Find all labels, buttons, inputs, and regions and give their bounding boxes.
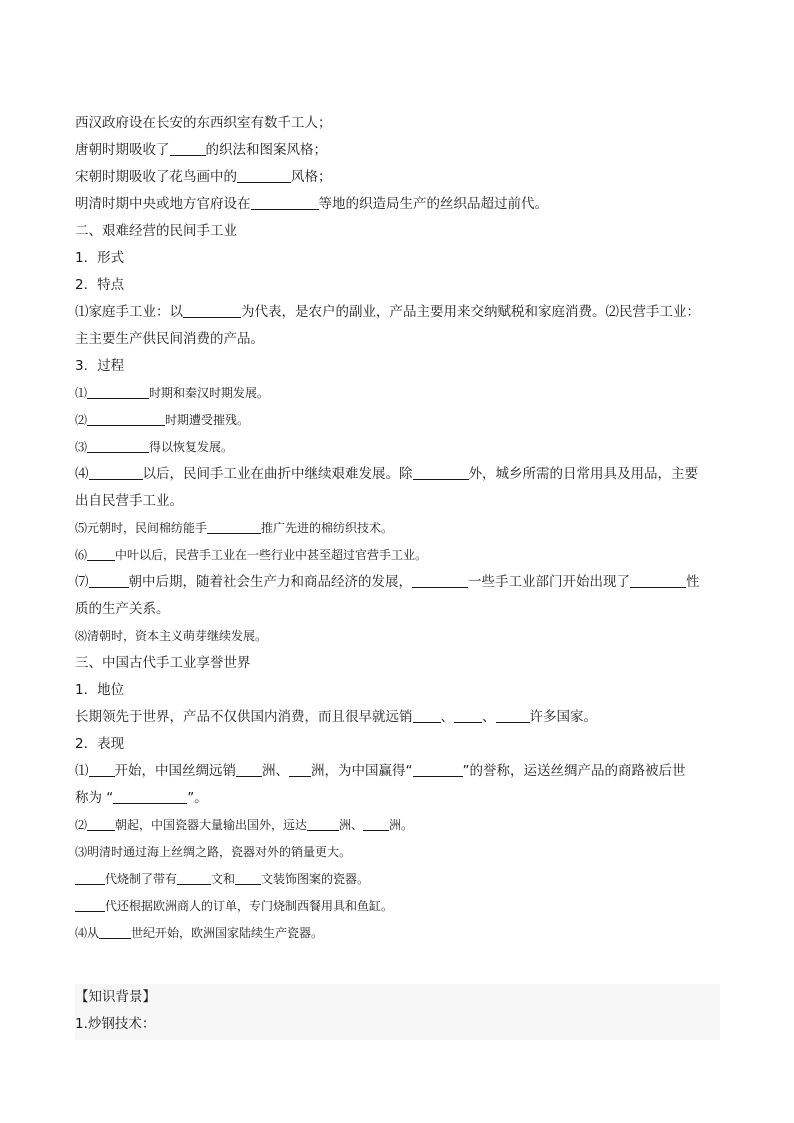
fill-blank	[87, 410, 165, 426]
fill-blank	[413, 464, 469, 480]
text-segment: 性	[686, 574, 700, 590]
text-line-16	[75, 515, 720, 542]
text-line-31	[75, 920, 720, 947]
fill-blank	[183, 302, 241, 318]
text-segment: 、	[440, 709, 454, 725]
text-line-6	[75, 245, 720, 272]
text-segment: 质的生产关系。	[75, 601, 170, 617]
text-segment: 朝起，中国瓷器大量输出国外，远达	[115, 818, 308, 832]
text-segment: 出自民营手工业。	[75, 493, 183, 509]
text-segment: ⑸元朝时，民间棉纺能手	[75, 521, 208, 535]
text-line-24	[75, 731, 720, 758]
text-segment: ⑵	[75, 413, 88, 427]
text-segment: ⑶明清时通过海上丝绸之路，瓷器对外的销量更大。	[75, 845, 352, 859]
text-line-25	[75, 758, 720, 785]
fill-blank	[454, 707, 482, 723]
text-line-1	[75, 110, 720, 137]
fill-blank	[363, 815, 389, 831]
text-segment: ⑴家庭手工业：以	[75, 304, 183, 320]
text-segment: 的织法和图案风格；	[205, 142, 327, 158]
fill-blank	[235, 869, 261, 885]
fill-blank	[496, 707, 530, 723]
text-segment: 洲。	[389, 818, 414, 832]
text-line-4	[75, 191, 720, 218]
fill-blank	[207, 518, 261, 534]
text-segment: 长期领先于世界，产品不仅供国内消费，而且很早就远销	[75, 709, 413, 725]
knowledge-background-box	[75, 984, 720, 1040]
text-line-5	[75, 218, 720, 245]
text-line-9	[75, 326, 720, 353]
text-segment: 主主要生产供民间消费的产品。	[75, 331, 264, 347]
fill-blank	[89, 761, 115, 777]
fill-blank	[75, 896, 105, 912]
text-segment: 中叶以后，民营手工业在一些行业中甚至超过官营手工业。	[115, 548, 428, 562]
text-segment: 2．特点	[75, 277, 125, 293]
text-segment: 1．地位	[75, 682, 125, 698]
text-segment: 称为 “	[75, 790, 114, 806]
text-line-14	[75, 461, 720, 488]
text-segment: ⑷	[75, 466, 89, 482]
text-segment: ⑹	[75, 548, 88, 562]
text-segment: ⑷从	[75, 926, 100, 940]
text-segment: 开始，中国丝绸远销	[114, 763, 236, 779]
fill-blank	[630, 572, 686, 588]
text-segment: 一些手工业部门开始出现了	[468, 574, 630, 590]
text-line-2	[75, 137, 720, 164]
text-segment: ⑴	[75, 763, 89, 779]
text-line-11	[75, 380, 720, 407]
text-segment: ”的誉称，运送丝绸产品的商路被后世	[462, 763, 686, 779]
text-segment: 时期遭受摧残。	[165, 413, 250, 427]
text-line-30	[75, 893, 720, 920]
fill-blank	[413, 707, 441, 723]
text-line-15	[75, 488, 720, 515]
fill-blank	[89, 572, 129, 588]
fill-blank	[99, 923, 131, 939]
text-line-18	[75, 569, 720, 596]
fill-blank	[87, 383, 149, 399]
text-line-8	[75, 299, 720, 326]
text-segment: 等地的织造局生产的丝织品超过前代。	[318, 196, 548, 212]
text-line-20	[75, 623, 720, 650]
text-line-13	[75, 434, 720, 461]
text-segment: 文和	[211, 872, 236, 886]
text-segment: 2．表现	[75, 736, 125, 752]
text-line-26	[75, 785, 720, 812]
text-segment: 洲，为中国赢得“	[311, 763, 413, 779]
text-segment: 代还根据欧洲商人的订单，专门烧制西餐用具和鱼缸。	[105, 899, 394, 913]
text-line-28	[75, 839, 720, 866]
text-line-7	[75, 272, 720, 299]
text-line-10	[75, 353, 720, 380]
text-segment: 明清时期中央或地方官府设在	[75, 196, 251, 212]
text-line-21	[75, 650, 720, 677]
text-line-27	[75, 812, 720, 839]
text-segment: 得以恢复发展。	[149, 440, 234, 454]
text-segment: 宋朝时期吸收了花鸟画中的	[75, 169, 237, 185]
text-segment: 以后，民间手工业在曲折中继续艰难发展。除	[142, 466, 413, 482]
text-segment: 世纪开始，欧洲国家陆续生产瓷器。	[131, 926, 324, 940]
text-segment: 时期和秦汉时期发展。	[149, 386, 270, 400]
fill-blank	[307, 815, 339, 831]
text-segment: 代烧制了带有	[105, 872, 178, 886]
text-segment: ⑴	[75, 386, 88, 400]
fill-blank	[251, 194, 319, 210]
text-segment: 推广先进的棉纺织技术。	[261, 521, 394, 535]
fill-blank	[89, 464, 143, 480]
document-body	[75, 110, 720, 947]
text-segment: 二、艰难经营的民间手工业	[75, 223, 237, 239]
text-line-3	[75, 164, 720, 191]
fill-blank	[75, 869, 105, 885]
fill-blank	[170, 140, 206, 156]
text-segment: 3．过程	[75, 358, 125, 374]
text-segment: ⑻清朝时，资本主义萌芽继续发展。	[75, 629, 268, 643]
text-line-22	[75, 677, 720, 704]
text-segment: 风格；	[291, 169, 332, 185]
fill-blank	[177, 869, 211, 885]
fill-blank	[236, 761, 262, 777]
text-segment: 唐朝时期吸收了	[75, 142, 170, 158]
fill-blank	[413, 761, 463, 777]
text-line-29	[75, 866, 720, 893]
text-segment: 为代表，是农户的副业，产品主要用来交纳赋税和家庭消费。⑵民营手工业：	[241, 304, 700, 320]
fill-blank	[113, 788, 187, 804]
text-line-12	[75, 407, 720, 434]
text-line-23	[75, 704, 720, 731]
text-segment: 朝中后期，随着社会生产力和商品经济的发展，	[128, 574, 412, 590]
text-line-19	[75, 596, 720, 623]
text-segment: 、	[482, 709, 496, 725]
knowledge-background-heading: 【知识背景】	[75, 989, 156, 1005]
text-line-17	[75, 542, 720, 569]
text-segment: 文装饰图案的瓷器。	[261, 872, 370, 886]
fill-blank	[87, 437, 149, 453]
fill-blank	[237, 167, 291, 183]
text-segment: 三、中国古代手工业享誉世界	[75, 655, 251, 671]
text-segment: ”。	[187, 790, 208, 806]
fill-blank	[289, 761, 311, 777]
text-segment: ⑵	[75, 818, 88, 832]
fill-blank	[87, 815, 115, 831]
text-segment: 1．形式	[75, 250, 125, 266]
fill-blank	[412, 572, 468, 588]
text-segment: 洲、	[262, 763, 289, 779]
text-segment: ⑶	[75, 440, 88, 454]
text-segment: 外，城乡所需的日常用具及用品，主要	[468, 466, 698, 482]
text-segment: ⑺	[75, 574, 89, 590]
text-segment: 西汉政府设在长安的东西织室有数千工人；	[75, 115, 332, 131]
knowledge-background-item: 1.炒钢技术：	[75, 1016, 156, 1032]
text-segment: 许多国家。	[529, 709, 597, 725]
fill-blank	[87, 545, 115, 561]
text-segment: 洲、	[339, 818, 364, 832]
